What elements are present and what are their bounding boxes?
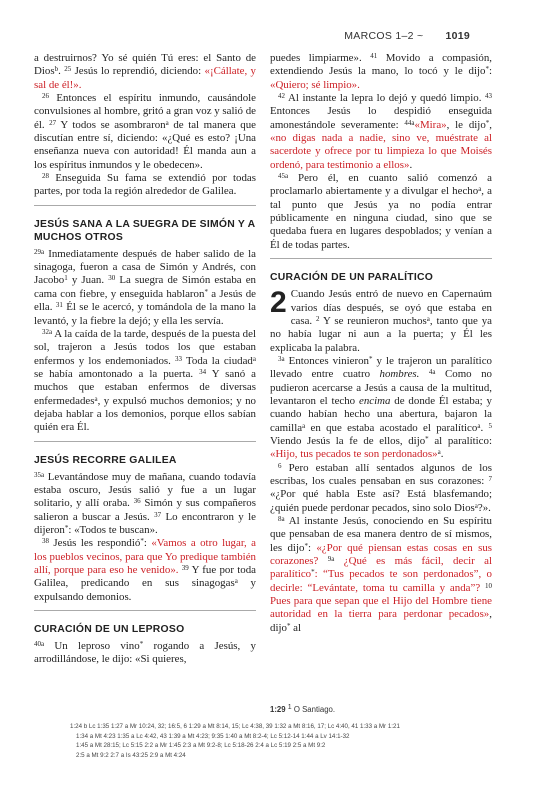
section-divider xyxy=(34,205,256,206)
paragraph: $^{28}$ Enseguida Su fama se extendió por todas partes, por toda la región alrededor de Galilea. xyxy=(34,172,256,198)
xref-line: 1:24 b Lc 1:35 1:27 a Mr 10:24, 32; 16:5, 6 1:29 a Mt 8:14, 15; Lc 4:38, 39 1:32 a Mt 8:16, 17; Lc 4:40, 41 1:33 a Mr 1:21 xyxy=(70,723,400,730)
section-heading: CURACIÓN DE UN PARALÍTICO xyxy=(270,272,434,284)
xref-line: 2:5 a Mt 9:2 2:7 a Is 43:25 2:9 a Mt 4:24 xyxy=(76,751,186,759)
xref-line: 1:34 a Mt 4:23 1:35 a Lc 4:42, 43 1:39 a Mt 4:23; 9:35 1:40 a Mt 8:2-4; Lc 5:12-14 1:44 a Lv 14:1-32 xyxy=(76,732,350,740)
paragraph: $^{45a}$ Pero él, en cuanto salió comenzó a proclamarlo abiertamente y a divulgar el hecho$^a$, a tal punto que Jesús ya no podía entrar públicamente en ninguna ciudad, sino que se quedaba fuera en lugares despoblados; y venían a Él de todas partes. xyxy=(270,172,493,251)
paragraph: $^{35a}$ Levantándose muy de mañana, cuando todavía estaba oscuro, Jesús salió y fue a un lugar solitario, y allí oraba. $^{36}$ Simón y sus compañeros salieron a buscar a Jesús. $^{37}$ Lo encontraron y le dijeron*: «Todos te buscan». xyxy=(34,470,256,536)
section-divider xyxy=(34,441,256,442)
xref-line: 1:45 a Mt 28:15; Lc 5:15 2:2 a Mr 1:45 2:3 a Mt 9:2-8; Lc 5:18-26 2:4 a Lc 5:19 2:5 a Mt 9:2 xyxy=(76,742,326,750)
words-of-jesus: «Mira» xyxy=(414,118,447,131)
words-of-jesus: «¿Por qué piensan estas cosas en sus corazones? xyxy=(270,541,493,568)
words-of-jesus: «¡Cállate, y sal de él!». xyxy=(34,65,256,91)
words-of-jesus: «Quiero; sé limpio». xyxy=(270,78,360,91)
paragraph: $^6$ Pero estaban allí sentados algunos de los escribas, los cuales pensaban en sus corazones: $^7$ «¿Por qué habla Este así? Está blasfemando; ¿quién puede perdonar pecados, sino solo Dios$^a$?». xyxy=(270,461,492,514)
paragraph: $^{38}$ Jesús les respondió*: «Vamos a otro lugar, a los pueblos vecinos, para que Yo predique también allí, porque para eso he venido». $^{39}$ Y fue por toda Galilea, predicando en sus sinagogas$^a$ y expulsando demonios. xyxy=(34,537,257,603)
paragraph: puedes limpiarme». $^{41}$ Movido a compasión, extendiendo Jesús la mano, lo tocó y le dijo*: «Quiero; sé limpio». xyxy=(270,52,492,91)
words-of-jesus: «no digas nada a nadie, sino ve, muéstrate al sacerdote y ofrece por tu limpieza lo que Moisés ordenó, para testimonio a ellos» xyxy=(270,132,492,171)
running-head: MARCOS 1–2 ~ xyxy=(344,30,424,42)
paragraph: $^{40a}$ Un leproso vino* rogando a Jesús, y arrodillándose, le dijo: «Si quieres, xyxy=(34,640,256,666)
paragraph: $^{26}$ Entonces el espíritu inmundo, causándole convulsiones al hombre, gritó a gran voz y salió de él. $^{27}$ Y todos se asombraron$^a$ de tal manera que discutían entre sí, diciendo: «¿Qué es esto? ¡Una enseñanza nueva con autoridad! Él manda aun a los espíritus inmundos y le obedecen». xyxy=(34,92,257,171)
paragraph: $^{3a}$ Entonces vinieron* y le trajeron un paralítico llevado entre cuatro hombres. $^{4a}$ Como no pudieron acercarse a Jesús a causa de la multitud, levantaron el techo encima de donde Él estaba; y cuando habían hecho una abertura, bajaron la camilla$^a$ en que estaba acostado el paralítico$^a$. $^5$ Viendo Jesús la fe de ellos, dijo* al paralítico: «Hijo, tus pecados te son perdonados»$^a$. xyxy=(270,354,492,461)
footnote: 1:29 $^1$ O Santiago. xyxy=(270,704,336,714)
page-number: 1019 xyxy=(445,30,470,42)
paragraph: $^{8a}$ Al instante Jesús, conociendo en Su espíritu que pensaban de esa manera dentro de sí mismos, les dijo*: «¿Por qué piensan estas cosas en sus corazones? $^{9a}$ ¿Qué es más fácil, decir al paralítico*: “Tus pecados te son perdonados”, o decirle: “Levántate, toma tu camilla y anda”? $^{10}$ Pues para que sepan que el Hijo del Hombre tiene autoridad en la tierra para perdonar pecados», dijo* al xyxy=(270,515,493,634)
section-heading: CURACIÓN DE UN LEPROSO xyxy=(34,624,185,636)
left-column xyxy=(34,52,256,667)
paragraph: $^{29a}$ Inmediatamente después de haber salido de la sinagoga, fueron a casa de Simón y Andrés, con Jacobo$^1$ y Juan. $^{30}$ La suegra de Simón estaba en cama con fiebre, y enseguida hablaron* a Jesús de ella. $^{31}$ Él se le acercó, y tomándola de la mano la levantó, y la fiebre la dejó; y ella les servía. xyxy=(34,247,256,327)
right-column xyxy=(270,52,492,635)
chapter-number: 2 xyxy=(270,286,287,320)
page-header xyxy=(344,30,470,42)
paragraph: a destruirnos? Yo sé quién Tú eres: el Santo de Dios$^b$. $^{25}$ Jesús lo reprendió, diciendo: «¡Cállate, y sal de él!». xyxy=(34,52,256,91)
paragraph: $^{42}$ Al instante la lepra lo dejó y quedó limpio. $^{43}$ Entonces Jesús lo despidió enseguida amonestándole severamente: $^{44a}$«Mira», le dijo*, «no digas nada a nadie, sino ve, muéstrate al sacerdote y ofrece por tu limpieza lo que Moisés ordenó, para testimonio a ellos». xyxy=(270,92,492,171)
cross-references xyxy=(70,722,500,760)
paragraph: $^{32a}$ A la caída de la tarde, después de la puesta del sol, trajeron a Jesús todos los que estaban enfermos y los endemoniados. $^{33}$ Toda la ciudad$^a$ se había amontonado a la puerta. $^{34}$ Y sanó a muchos que estaban enfermos de diversas enfermedades$^a$, y expulsó muchos demonios; y no dejaba hablar a los demonios, porque ellos sabían quién era Él. xyxy=(34,327,256,434)
section-heading: JESÚS RECORRE GALILEA xyxy=(34,454,177,466)
paragraph: 2 Cuando Jesús entró de nuevo en Capernaúm varios días después, se oyó que estaba en casa. $^2$ Y se reunieron muchos$^a$, tanto que ya no había lugar ni aun a la puerta; y Él les explicaba la palabra. xyxy=(270,286,492,354)
words-of-jesus: «Vamos a otro lugar, a los pueblos vecinos, para que Yo predique también allí, porque para eso he venido». xyxy=(34,537,257,576)
words-of-jesus: «Hijo, tus pecados te son perdonados» xyxy=(270,448,438,461)
section-divider xyxy=(34,610,256,611)
section-heading: JESÚS SANA A LA SUEGRA DE SIMÓN Y A MUCHOS OTROS xyxy=(34,218,256,243)
section-divider xyxy=(270,258,492,259)
